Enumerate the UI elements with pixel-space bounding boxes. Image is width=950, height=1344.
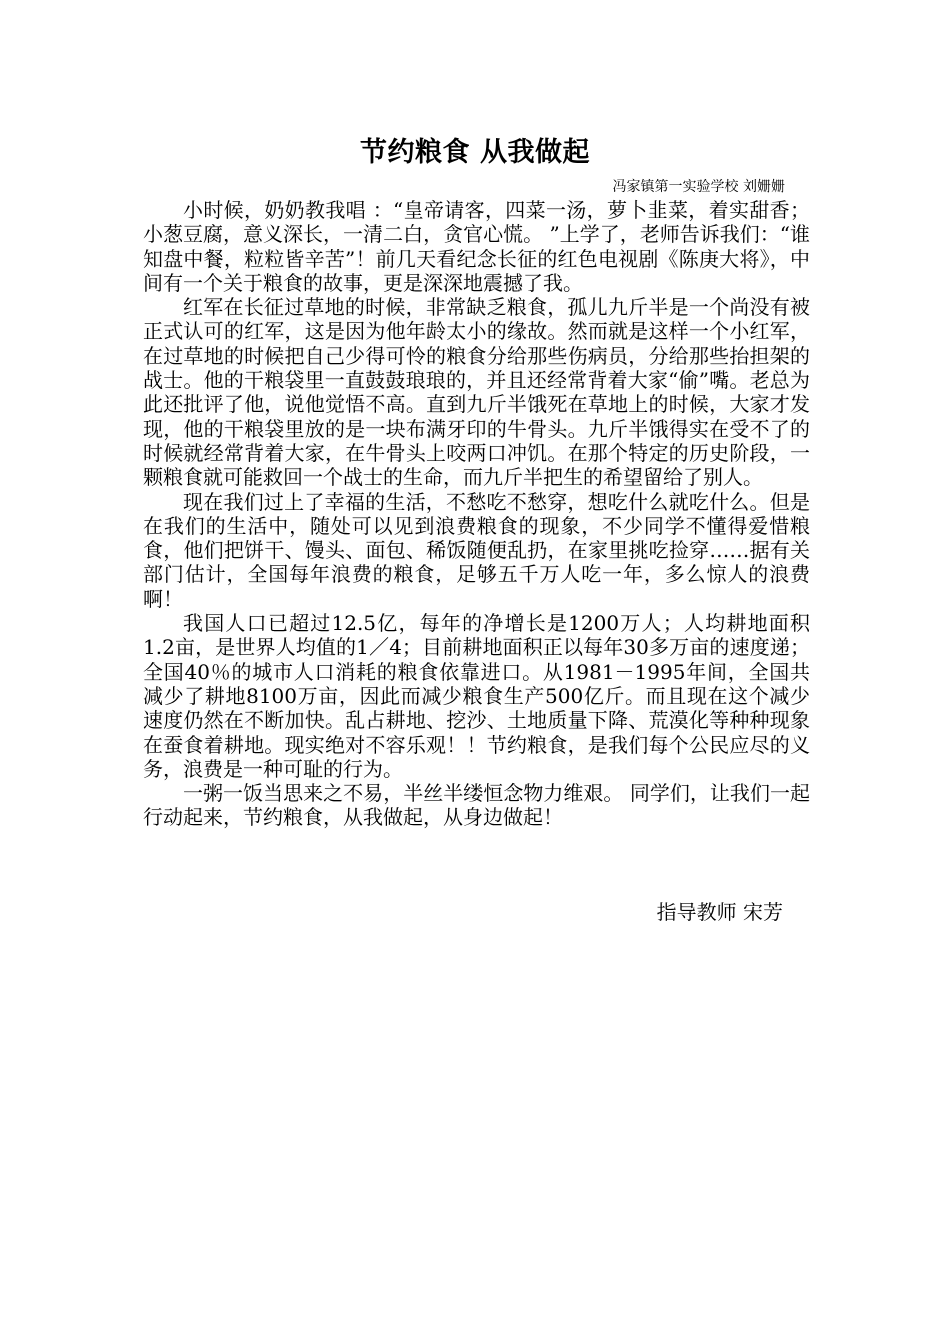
- teacher-line: 指导教师 宋芳: [656, 900, 783, 924]
- paragraph: 现在我们过上了幸福的生活，不愁吃不愁穿，想吃什么就吃什么。但是在我们的生活中，随处可以见到浪费粮食的现象，不少同学不懂得爱惜粮食，他们把饼干、馒头、面包、稀饭随便乱扔，在家里挑吃捡穿……据有关部门估计，全国每年浪费的粮食，足够五千万人吃一年，多么惊人的浪费啊！: [143, 489, 810, 611]
- document-body: [143, 198, 810, 830]
- paragraph: 红军在长征过草地的时候，非常缺乏粮食，孤儿九斤半是一个尚没有被正式认可的红军，这是因为他年龄太小的缘故。然而就是这样一个小红军，在过草地的时候把自己少得可怜的粮食分给那些伤病员，分给那些抬担架的战士。他的干粮袋里一直鼓鼓琅琅的，并且还经常背着大家“偷”嘴。老总为此还批评了他，说他觉悟不高。直到九斤半饿死在草地上的时候，大家才发现，他的干粮袋里放的是一块布满牙印的牛骨头。九斤半饿得实在受不了的时候就经常背着大家，在牛骨头上咬两口冲饥。在那个特定的历史阶段，一颗粮食就可能救回一个战士的生命，而九斤半把生的希望留给了别人。: [143, 295, 810, 490]
- author-line: 冯家镇第一实验学校 刘姗姗: [612, 179, 785, 195]
- paragraph: 小时候，奶奶教我唱 ：“皇帝请客，四菜一汤，萝卜韭菜，着实甜香；小葱豆腐，意义深长，一清二白，贪官心慌。 ”上学了，老师告诉我们：“谁知盘中餐，粒粒皆辛苦”！前几天看纪念长征的红色电视剧《陈庚大将》，中间有一个关于粮食的故事，更是深深地震撼了我。: [143, 198, 810, 295]
- document-title: 节约粮食 从我做起: [360, 137, 590, 168]
- paragraph: 我国人口已超过12.5亿，每年的净增长是1200万人；人均耕地面积1.2亩，是世界人均值的1／4；目前耕地面积正以每年30多万亩的速度递；全国40％的城市人口消耗的粮食依靠进口。从1981－1995年间，全国共减少了耕地8100万亩，因此而减少粮食生产500亿斤。而且现在这个减少速度仍然在不断加快。乱占耕地、挖沙、土地质量下降、荒漠化等种种现象在蚕食着耕地。现实绝对不容乐观！！节约粮食，是我们每个公民应尽的义务，浪费是一种可耻的行为。: [143, 611, 810, 781]
- paragraph: 一粥一饭当思来之不易，半丝半缕恒念物力维艰。 同学们，让我们一起行动起来，节约粮食，从我做起，从身边做起！: [143, 781, 810, 830]
